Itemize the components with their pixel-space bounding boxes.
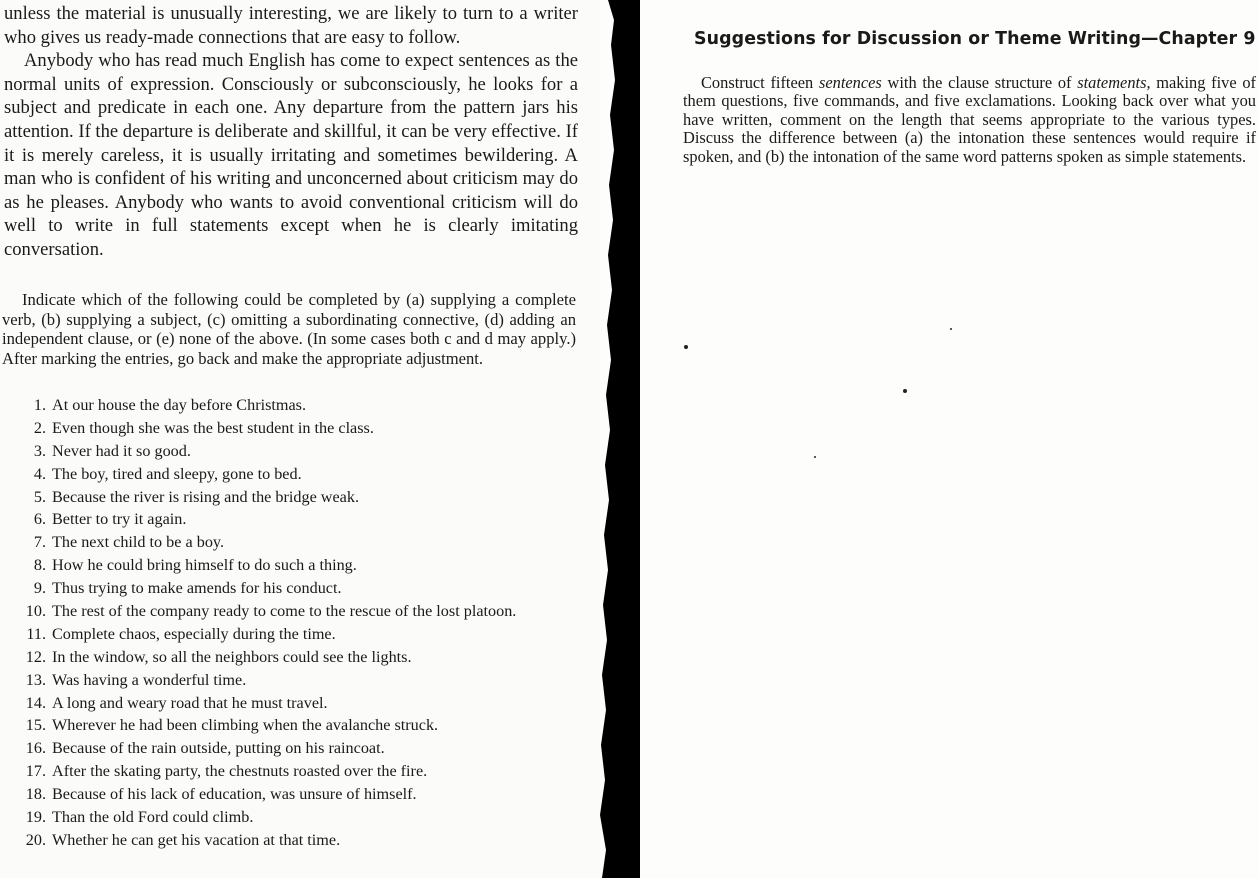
paper-speck [814, 456, 816, 458]
item-text: Was having a wonderful time. [52, 670, 247, 689]
item-text: Never had it so good. [52, 441, 191, 460]
item-text: The next child to be a boy. [52, 533, 225, 552]
item-number: 1. [33, 396, 46, 414]
item-number: 3. [33, 441, 46, 460]
right-page [640, 0, 1259, 878]
item-number: 13. [25, 670, 46, 689]
item-text: The rest of the company ready to come to the rescue of the lost platoon. [52, 602, 517, 621]
exercise-item [0, 694, 578, 714]
paper-speck [903, 389, 907, 393]
paper-speck [684, 345, 688, 349]
item-number: 18. [25, 785, 46, 804]
item-text: Better to try it again. [52, 510, 187, 529]
suggestions-heading: Suggestions for Discussion or Theme Writing—Chapter 9 [694, 29, 1256, 49]
exercise-item [0, 510, 578, 530]
item-number: 16. [25, 739, 46, 758]
item-number: 5. [33, 487, 46, 506]
item-text: Complete chaos, especially during the time. [52, 624, 336, 643]
item-text: Than the old Ford could climb. [52, 808, 254, 827]
left-body-text [4, 2, 578, 262]
body-paragraph-1: unless the material is unusually interesting, we are likely to turn to a writer who gives us ready-made connections that are easy to follow. [4, 3, 578, 48]
item-text: Because the river is rising and the bridge weak. [52, 487, 360, 506]
item-number: 2. [33, 418, 46, 437]
exercise-item [0, 739, 578, 759]
item-number: 20. [25, 830, 46, 849]
exercise-item [0, 465, 578, 485]
suggestion-paragraph [683, 74, 1256, 166]
suggestion-text-3: making five of them questions, five commands, and five exclamations. Looking back over what you have written, comment on the length that seems appropriate to the various types. Discuss the difference between (a) the intonation these sentences would require if spoken, and (b) the intonation of the same word patterns spoken as simple statements. [683, 73, 1257, 166]
exercise-item [0, 556, 578, 576]
exercise-item [0, 602, 578, 622]
item-text: In the window, so all the neighbors could see the lights. [52, 647, 412, 666]
exercise-item [0, 671, 578, 691]
item-number: 4. [33, 464, 46, 483]
item-number: 14. [25, 693, 46, 712]
exercise-item-list [0, 396, 578, 854]
item-number: 19. [25, 808, 46, 827]
item-text: Even though she was the best student in the class. [52, 418, 374, 437]
exercise-instructions: Indicate which of the following could be completed by (a) supplying a complete verb, (b) supplying a subject, (c) omitting a subordinating connective, (d) adding an independent clause, or (e) none of the above. (In some cases both c and d may apply.) After marking the entries, go back and make the appropriate adjustment. [2, 290, 576, 368]
exercise-item [0, 442, 578, 462]
exercise-item [0, 831, 578, 851]
exercise-item [0, 648, 578, 668]
exercise-item [0, 488, 578, 508]
left-page [0, 0, 600, 878]
item-number: 12. [25, 647, 46, 666]
item-text: A long and weary road that he must travel. [52, 693, 328, 712]
item-text: Wherever he had been climbing when the avalanche struck. [52, 716, 439, 735]
item-number: 15. [25, 716, 46, 735]
exercise-item [0, 579, 578, 599]
exercise-item [0, 625, 578, 645]
exercise-item [0, 533, 578, 553]
item-number: 17. [25, 762, 46, 781]
item-number: 9. [33, 579, 46, 598]
item-number: 8. [33, 556, 46, 575]
item-text: The boy, tired and sleepy, gone to bed. [52, 464, 302, 483]
item-text: How he could bring himself to do such a thing. [52, 556, 357, 575]
item-text: Whether he can get his vacation at that time. [52, 830, 341, 849]
suggestion-italic-2: statements, [1077, 73, 1151, 92]
exercise-item [0, 716, 578, 736]
item-text: After the skating party, the chestnuts roasted over the fire. [52, 762, 428, 781]
suggestion-italic-1: sentences [818, 73, 882, 92]
body-paragraph-2: Anybody who has read much English has come to expect sentences as the normal units of expression. Consciously or subconsciously, he looks for a subject and predicate in each one. Any departure from the pattern jars his attention. If the departure is deliberate and skillful, it can be very effective. If it is merely careless, it is usually irritating and sometimes bewildering. A man who is confident of his writing and unconcerned about criticism may do as he pleases. Anybody who wants to avoid conventional criticism will do well to write in full statements except when he is clearly imitating conversation. [4, 50, 578, 260]
item-text: At our house the day before Christmas. [52, 396, 306, 414]
item-number: 11. [26, 624, 46, 643]
item-number: 10. [25, 602, 46, 621]
paper-speck [950, 328, 952, 330]
item-number: 6. [33, 510, 46, 529]
item-text: Because of his lack of education, was unsure of himself. [52, 785, 417, 804]
exercise-item [0, 396, 578, 416]
exercise-item [0, 419, 578, 439]
item-number: 7. [33, 533, 46, 552]
suggestion-text-2: with the clause structure of [881, 73, 1078, 92]
exercise-item [0, 762, 578, 782]
exercise-item [0, 808, 578, 828]
suggestion-text-1: Construct fifteen [701, 73, 819, 92]
item-text: Thus trying to make amends for his conduct. [52, 579, 342, 598]
item-text: Because of the rain outside, putting on his raincoat. [52, 739, 385, 758]
exercise-item [0, 785, 578, 805]
